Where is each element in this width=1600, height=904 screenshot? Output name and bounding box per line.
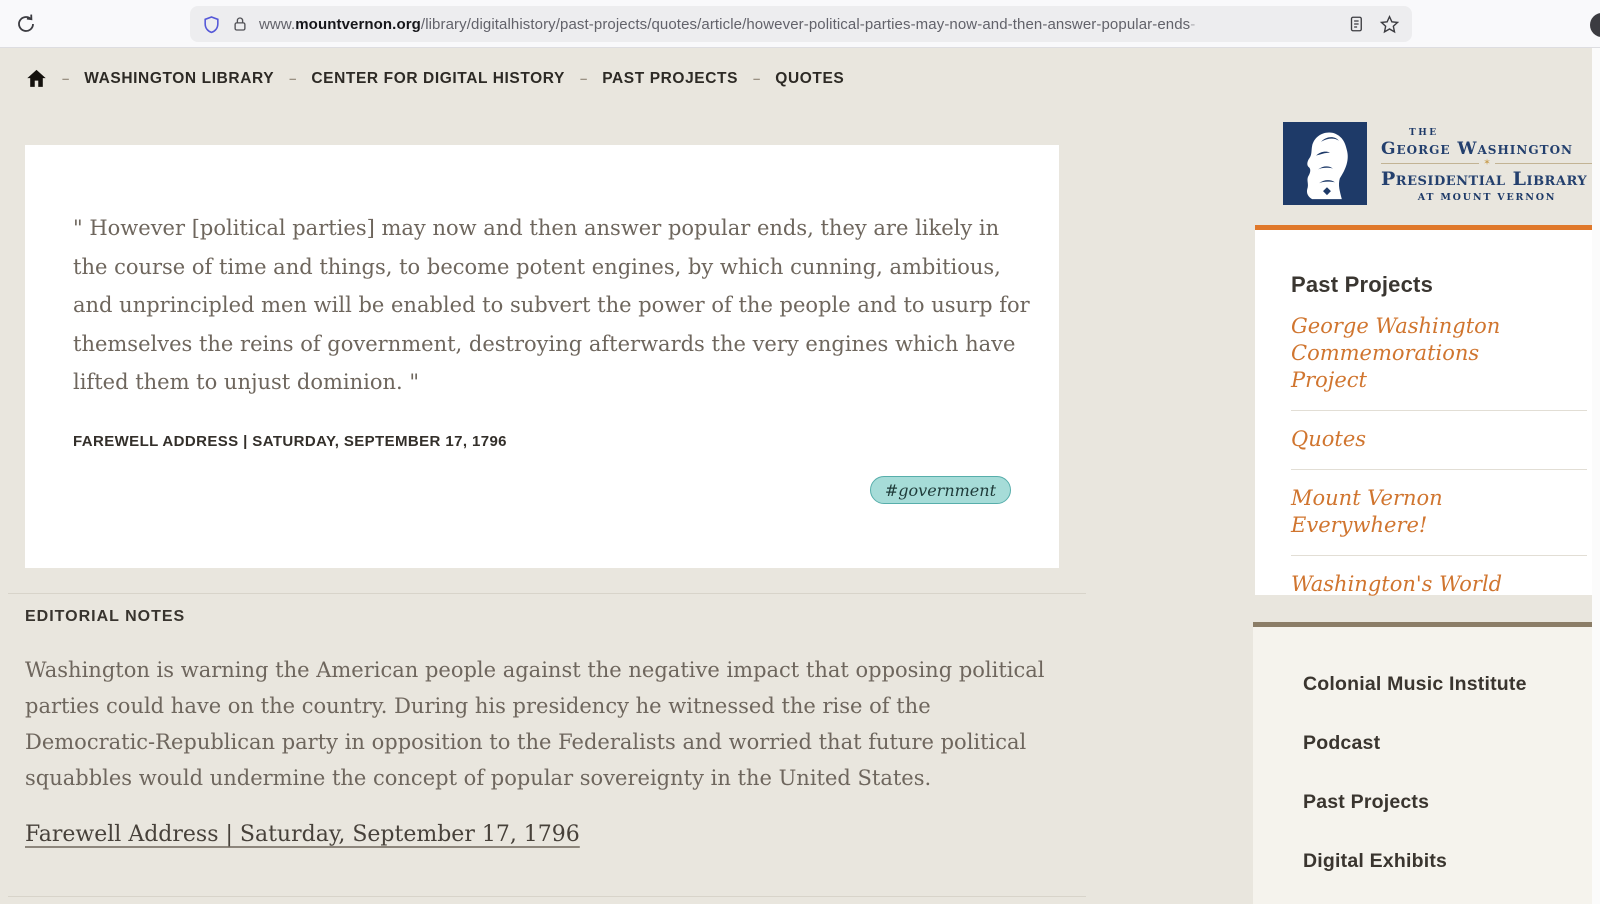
secondary-nav-panel <box>1253 627 1600 904</box>
reload-icon[interactable] <box>14 12 38 36</box>
sidebar-link-mount-vernon-everywhere[interactable]: Mount Vernon Everywhere! <box>1291 486 1443 537</box>
shield-icon[interactable] <box>202 14 221 35</box>
account-avatar[interactable] <box>1590 13 1600 37</box>
sidebar-link-commemorations-project[interactable]: George Washington Commemorations Project <box>1291 314 1501 392</box>
divider <box>8 593 1086 594</box>
nav-link-past-projects[interactable]: Past Projects <box>1303 791 1430 813</box>
scrollbar[interactable] <box>1592 48 1600 904</box>
editorial-notes-heading: EDITORIAL NOTES <box>25 608 186 625</box>
url-path: /library/digitalhistory/past-projects/quotes/article/however-political-parties-may-now-and-then-answer-popular-ends <box>420 15 1191 33</box>
quote-attribution: FAREWELL ADDRESS | SATURDAY, SEPTEMBER 17, 1796 <box>73 433 507 450</box>
breadcrumb-center-for-digital-history[interactable]: CENTER FOR DIGITAL HISTORY <box>311 69 565 87</box>
url-prefix: www. <box>259 15 296 33</box>
library-logo[interactable] <box>1283 122 1593 206</box>
past-projects-heading: Past Projects <box>1291 272 1434 297</box>
breadcrumb-separator: – <box>579 71 588 86</box>
logo-tagline: AT MOUNT VERNON <box>1417 192 1557 203</box>
divider <box>8 896 1086 897</box>
quote-card <box>25 145 1059 568</box>
sidebar-link-washingtons-world[interactable]: Washington's World <box>1291 572 1503 596</box>
home-icon[interactable] <box>26 68 47 89</box>
editorial-notes-body: Washington is warning the American people against the negative impact that opposing political parties could have on the country. During his presidency he witnessed the rise of the Democratic-Republican party in opposition to the Federalists and worried that future political squabbles would undermine the concept of popular sovereignty in the United States. <box>25 658 1045 790</box>
breadcrumb-separator: – <box>753 71 761 86</box>
url-bar[interactable] <box>190 6 1412 42</box>
breadcrumb-separator: – <box>62 71 70 86</box>
browser-toolbar <box>0 0 1600 48</box>
reader-mode-icon[interactable] <box>1347 14 1365 34</box>
tag-government[interactable]: #government <box>870 476 1011 504</box>
nav-link-podcast[interactable]: Podcast <box>1303 732 1381 754</box>
logo-the: THE <box>1409 128 1439 138</box>
breadcrumb-washington-library[interactable]: WASHINGTON LIBRARY <box>84 69 275 87</box>
logo-george-washington: George Washington <box>1381 139 1573 159</box>
logo-divider <box>1381 159 1593 168</box>
lock-icon[interactable] <box>231 14 249 34</box>
past-projects-panel <box>1255 225 1592 595</box>
washington-silhouette-icon <box>1283 122 1367 205</box>
breadcrumb-separator: – <box>289 71 297 86</box>
library-logo-text <box>1381 122 1593 206</box>
quote-text: " However [political parties] may now and then answer popular ends, they are likely in the course of time and things, to become potent engines, by which cunning, ambitious, and unprincipled men will be enabled to subvert the power of the people and to usurp for themselves the reins of government, destroying afterwards the very engines which have lifted them to unjust dominion. " <box>73 216 1030 394</box>
url-text <box>259 16 1337 33</box>
source-link[interactable]: Farewell Address | Saturday, September 17, 1796 <box>25 822 580 847</box>
url-truncation: - <box>1190 15 1196 33</box>
nav-link-colonial-music-institute[interactable]: Colonial Music Institute <box>1303 673 1527 695</box>
breadcrumb <box>26 68 844 89</box>
nav-link-digital-exhibits[interactable]: Digital Exhibits <box>1303 850 1448 872</box>
url-domain: mountvernon.org <box>295 15 421 33</box>
sidebar-link-quotes[interactable]: Quotes <box>1291 427 1367 451</box>
breadcrumb-quotes[interactable]: QUOTES <box>775 69 845 87</box>
breadcrumb-past-projects[interactable]: PAST PROJECTS <box>602 69 739 87</box>
bookmark-star-icon[interactable] <box>1379 14 1400 35</box>
logo-presidential-library: Presidential Library <box>1381 168 1588 190</box>
star-icon: ✶ <box>1483 158 1491 168</box>
